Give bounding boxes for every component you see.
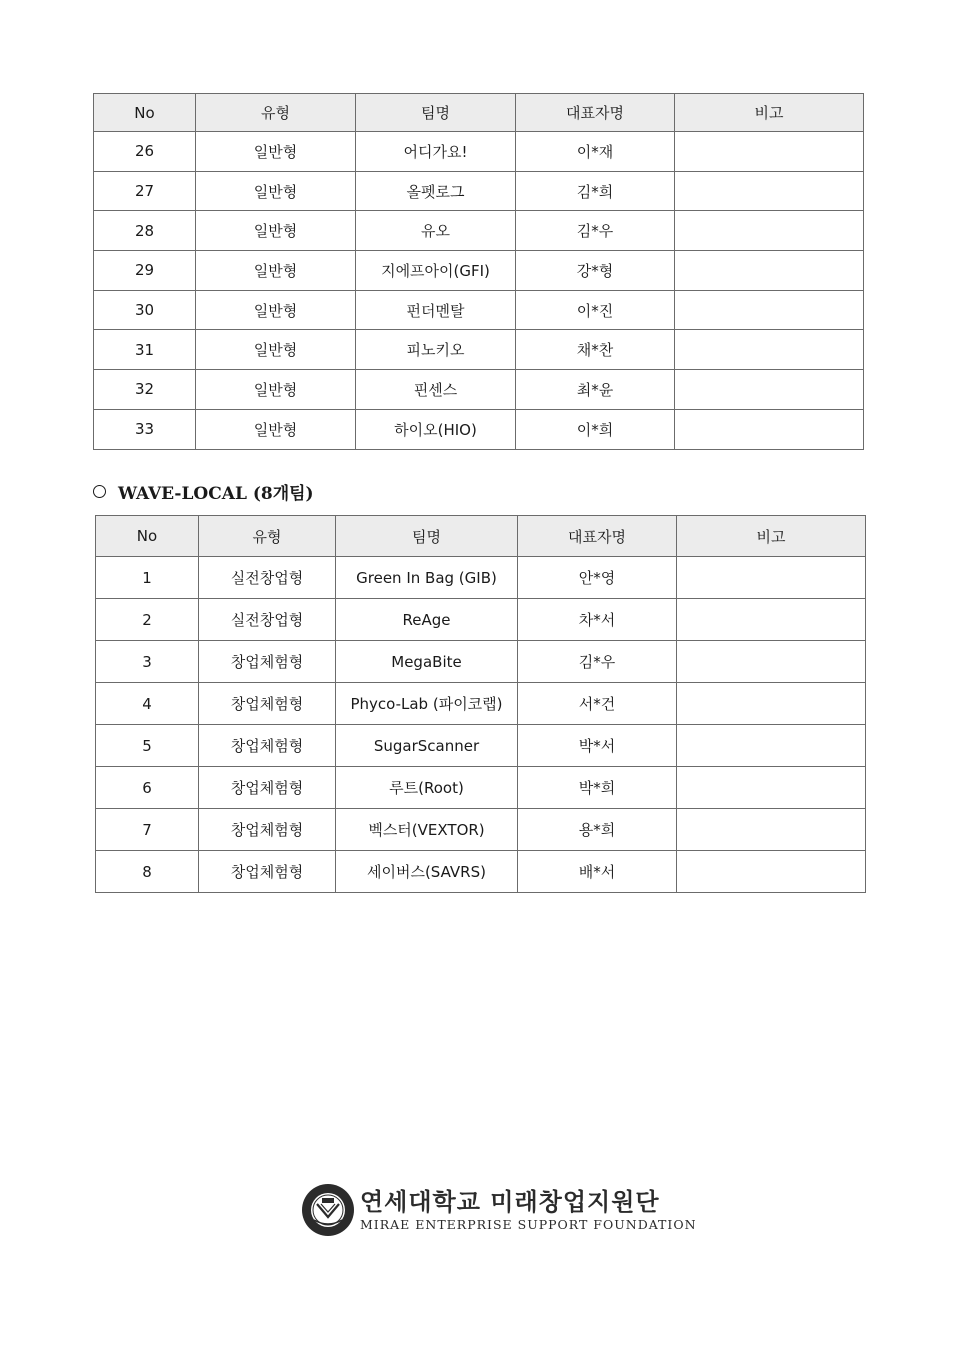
cell-representative: 용*희 <box>518 809 677 851</box>
cell-representative: 박*서 <box>518 725 677 767</box>
cell-team-name: 피노키오 <box>356 330 516 370</box>
cell-type: 일반형 <box>196 211 356 251</box>
cell-no: 4 <box>96 683 199 725</box>
header-type: 유형 <box>199 516 336 557</box>
cell-representative: 김*우 <box>516 211 675 251</box>
header-team-name: 팀명 <box>336 516 518 557</box>
cell-team-name: 핀센스 <box>356 370 516 410</box>
header-no: No <box>96 516 199 557</box>
table-row <box>96 809 866 851</box>
cell-no: 26 <box>94 132 196 172</box>
cell-type: 실전창업형 <box>199 599 336 641</box>
table-row <box>96 557 866 599</box>
cell-remarks <box>675 211 864 251</box>
header-remarks: 비고 <box>677 516 866 557</box>
cell-team-name: 펀더멘탈 <box>356 290 516 330</box>
cell-type: 일반형 <box>196 290 356 330</box>
cell-no: 30 <box>94 290 196 330</box>
cell-representative: 채*찬 <box>516 330 675 370</box>
org-name-english: MIRAE ENTERPRISE SUPPORT FOUNDATION <box>360 1217 697 1232</box>
cell-representative: 배*서 <box>518 851 677 893</box>
header-team-name: 팀명 <box>356 94 516 132</box>
cell-remarks <box>677 599 866 641</box>
org-name-korean: 연세대학교 미래창업지원단 <box>360 1188 660 1216</box>
cell-no: 1 <box>96 557 199 599</box>
hollow-circle-bullet-icon <box>93 485 106 498</box>
cell-type: 일반형 <box>196 409 356 449</box>
cell-no: 3 <box>96 641 199 683</box>
cell-team-name: Phyco-Lab (파이코랩) <box>336 683 518 725</box>
table-row <box>94 251 864 291</box>
table-header-row <box>94 94 864 132</box>
cell-remarks <box>677 683 866 725</box>
cell-no: 33 <box>94 409 196 449</box>
cell-team-name: MegaBite <box>336 641 518 683</box>
cell-representative: 안*영 <box>518 557 677 599</box>
cell-representative: 김*희 <box>516 171 675 211</box>
cell-team-name: 벡스터(VEXTOR) <box>336 809 518 851</box>
cell-type: 일반형 <box>196 251 356 291</box>
cell-no: 7 <box>96 809 199 851</box>
team-table-wave-local <box>95 515 866 893</box>
cell-team-name: Green In Bag (GIB) <box>336 557 518 599</box>
cell-team-name: 세이버스(SAVRS) <box>336 851 518 893</box>
cell-type: 창업체험형 <box>199 725 336 767</box>
cell-representative: 박*희 <box>518 767 677 809</box>
team-table-general <box>93 93 864 450</box>
cell-team-name: 어디가요! <box>356 132 516 172</box>
table-row <box>94 370 864 410</box>
table-row <box>94 132 864 172</box>
cell-representative: 강*형 <box>516 251 675 291</box>
cell-no: 5 <box>96 725 199 767</box>
cell-remarks <box>675 330 864 370</box>
table-row <box>96 641 866 683</box>
header-representative: 대표자명 <box>516 94 675 132</box>
cell-remarks <box>675 409 864 449</box>
cell-remarks <box>675 251 864 291</box>
cell-remarks <box>675 132 864 172</box>
cell-representative: 김*우 <box>518 641 677 683</box>
cell-representative: 서*건 <box>518 683 677 725</box>
cell-representative: 최*윤 <box>516 370 675 410</box>
cell-remarks <box>675 290 864 330</box>
table-row <box>94 330 864 370</box>
cell-type: 창업체험형 <box>199 767 336 809</box>
cell-team-name: SugarScanner <box>336 725 518 767</box>
cell-no: 27 <box>94 171 196 211</box>
cell-remarks <box>677 851 866 893</box>
cell-no: 6 <box>96 767 199 809</box>
cell-representative: 차*서 <box>518 599 677 641</box>
cell-no: 31 <box>94 330 196 370</box>
table-row <box>96 851 866 893</box>
cell-team-name: ReAge <box>336 599 518 641</box>
cell-type: 창업체험형 <box>199 641 336 683</box>
cell-remarks <box>675 171 864 211</box>
cell-type: 실전창업형 <box>199 557 336 599</box>
section-heading-wave-local <box>93 478 314 504</box>
cell-remarks <box>677 641 866 683</box>
header-representative: 대표자명 <box>518 516 677 557</box>
cell-remarks <box>677 557 866 599</box>
cell-no: 28 <box>94 211 196 251</box>
cell-type: 일반형 <box>196 330 356 370</box>
table-row <box>94 290 864 330</box>
cell-remarks <box>677 809 866 851</box>
section-title: WAVE-LOCAL (8개팀) <box>118 483 314 504</box>
cell-team-name: 지에프아이(GFI) <box>356 251 516 291</box>
header-no: No <box>94 94 196 132</box>
cell-team-name: 올펫로그 <box>356 171 516 211</box>
table-row <box>94 211 864 251</box>
cell-type: 일반형 <box>196 132 356 172</box>
table-header-row <box>96 516 866 557</box>
cell-remarks <box>675 370 864 410</box>
table-row <box>94 409 864 449</box>
cell-representative: 이*진 <box>516 290 675 330</box>
table-row <box>96 599 866 641</box>
cell-representative: 이*희 <box>516 409 675 449</box>
cell-remarks <box>677 725 866 767</box>
cell-no: 29 <box>94 251 196 291</box>
footer-logo <box>300 1180 697 1240</box>
cell-type: 창업체험형 <box>199 809 336 851</box>
cell-type: 창업체험형 <box>199 683 336 725</box>
cell-team-name: 유오 <box>356 211 516 251</box>
header-type: 유형 <box>196 94 356 132</box>
cell-team-name: 루트(Root) <box>336 767 518 809</box>
cell-type: 일반형 <box>196 171 356 211</box>
cell-type: 창업체험형 <box>199 851 336 893</box>
cell-remarks <box>677 767 866 809</box>
table-row <box>94 171 864 211</box>
table-row <box>96 767 866 809</box>
yonsei-seal-icon <box>300 1182 356 1238</box>
cell-no: 32 <box>94 370 196 410</box>
table-row <box>96 683 866 725</box>
cell-team-name: 하이오(HIO) <box>356 409 516 449</box>
cell-representative: 이*재 <box>516 132 675 172</box>
cell-no: 2 <box>96 599 199 641</box>
header-remarks: 비고 <box>675 94 864 132</box>
table-row <box>96 725 866 767</box>
cell-no: 8 <box>96 851 199 893</box>
cell-type: 일반형 <box>196 370 356 410</box>
